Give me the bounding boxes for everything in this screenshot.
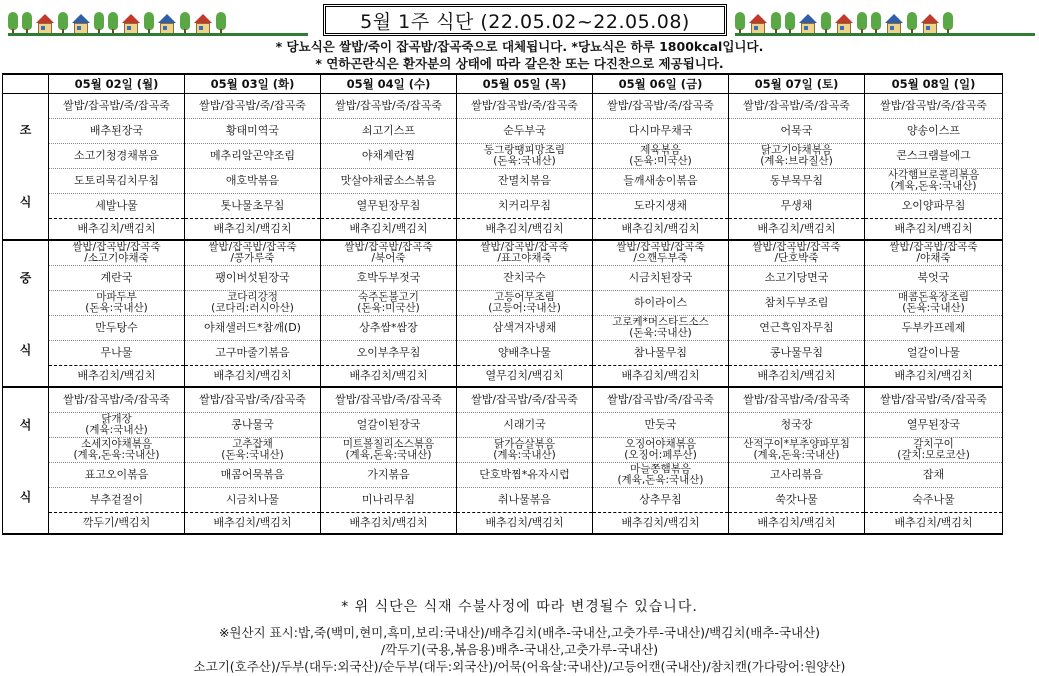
menu-cell-line: (돈육:국내산) — [493, 154, 556, 167]
menu-cell: 콩나물무침 — [729, 340, 865, 365]
menu-cell-line: 마늘쫑햄볶음 — [630, 462, 691, 475]
menu-cell-line: 미트볼칠리소스볶음 — [342, 437, 435, 450]
menu-row — [3, 365, 1003, 387]
day-header: 05월 05일 (목) — [457, 74, 593, 93]
menu-cell: 쌀밥/잡곡밥/죽/잡곡죽 — [865, 93, 1003, 118]
menu-cell: 배추김치/백김치 — [593, 218, 729, 240]
menu-cell-line: 갈치구이 — [913, 437, 954, 450]
menu-cell: 무생채 — [729, 193, 865, 218]
menu-cell: 배추김치/백김치 — [49, 365, 185, 387]
menu-cell-line: 오징어야채볶음 — [624, 437, 696, 450]
menu-cell: 배추김치/백김치 — [865, 218, 1003, 240]
menu-cell-line: (돈육:국내산) — [85, 301, 148, 314]
menu-cell: 쌀밥/잡곡밥/죽/잡곡죽 — [457, 387, 593, 412]
menu-row — [3, 315, 1003, 340]
menu-cell: 배추김치/백김치 — [593, 365, 729, 387]
menu-cell: 황태미역국 — [185, 118, 321, 143]
menu-cell — [593, 315, 729, 340]
menu-cell: 열무김치/백김치 — [457, 365, 593, 387]
menu-cell — [457, 143, 593, 168]
menu-cell: 맛살야채굴소스볶음 — [321, 168, 457, 193]
menu-cell: 가지볶음 — [321, 462, 457, 487]
menu-cell: 상추무침 — [593, 487, 729, 512]
menu-cell-line: /소고기야채죽 — [84, 251, 149, 264]
menu-cell: 잡채 — [865, 462, 1003, 487]
menu-cell — [457, 240, 593, 265]
menu-cell: 배추김치/백김치 — [729, 218, 865, 240]
menu-cell: 쌀밥/잡곡밥/죽/잡곡죽 — [185, 387, 321, 412]
menu-cell: 다시마무채국 — [593, 118, 729, 143]
menu-cell-line: 쌀밥/잡곡밥/잡곡죽 — [616, 240, 705, 253]
menu-cell: 야채샐러드*참깨(D) — [185, 315, 321, 340]
menu-cell: 무나물 — [49, 340, 185, 365]
meal-label-bottom: 식 — [19, 342, 32, 357]
menu-row — [3, 193, 1003, 218]
origin-line: /깍두기(국용,볶음용)배추-국내산,고춧가루-국내산) — [380, 642, 659, 657]
menu-cell-line: /북어죽 — [371, 251, 406, 264]
menu-cell-line: 닭가슴살볶음 — [494, 437, 555, 450]
menu-row — [3, 387, 1003, 412]
menu-cell: 도토리묵김치무침 — [49, 168, 185, 193]
menu-cell-line: 산적구이*부추양파무침 — [743, 437, 850, 450]
menu-cell: 쌀밥/잡곡밥/죽/잡곡죽 — [729, 93, 865, 118]
meal-label-top: 석 — [19, 417, 32, 432]
menu-cell — [321, 437, 457, 462]
menu-row — [3, 118, 1003, 143]
menu-cell: 쌀밥/잡곡밥/죽/잡곡죽 — [729, 387, 865, 412]
menu-cell-line: (돈육:국내산) — [902, 301, 965, 314]
page-title: 5월 1주 식단 (22.05.02~22.05.08) — [323, 4, 727, 36]
menu-cell-line: /으깬두부죽 — [633, 251, 688, 264]
menu-cell: 양배추나물 — [457, 340, 593, 365]
menu-cell-line: 고등어무조림 — [494, 290, 555, 303]
menu-cell: 양송이스프 — [865, 118, 1003, 143]
menu-cell-line: (계육:국내산) — [493, 448, 556, 461]
menu-cell: 고사리볶음 — [729, 462, 865, 487]
meal-label-bottom: 식 — [19, 489, 32, 504]
menu-cell: 배추김치/백김치 — [321, 365, 457, 387]
menu-cell: 어묵국 — [729, 118, 865, 143]
menu-cell — [49, 240, 185, 265]
ground-line — [735, 33, 1035, 36]
menu-cell: 오이양파무침 — [865, 193, 1003, 218]
menu-cell: 쌀밥/잡곡밥/죽/잡곡죽 — [865, 387, 1003, 412]
menu-cell — [729, 240, 865, 265]
menu-row — [3, 218, 1003, 240]
menu-cell-line: (돈육:국내산) — [221, 448, 284, 461]
menu-cell-line: 사각햄브로콜리볶음 — [887, 168, 980, 181]
menu-cell: 청국장 — [729, 412, 865, 437]
menu-cell: 계란국 — [49, 265, 185, 290]
menu-cell-line: 소세지야채볶음 — [80, 437, 152, 450]
menu-cell-line: 매콤돈육장조림 — [897, 290, 969, 303]
decorative-houses-left — [8, 4, 308, 36]
menu-cell-line: 동그랑땡피망조림 — [483, 143, 566, 156]
origin-info — [0, 624, 1039, 675]
menu-cell: 참나물무침 — [593, 340, 729, 365]
menu-cell: 만둣국 — [593, 412, 729, 437]
menu-cell — [865, 437, 1003, 462]
menu-cell-line: /콩가루죽 — [230, 251, 275, 264]
weekly-menu-table — [2, 73, 1003, 535]
menu-cell: 시금치나물 — [185, 487, 321, 512]
menu-cell-line: 고추잡채 — [232, 437, 273, 450]
note-line: * 연하곤란식은 환자분의 상태에 따라 갈은찬 또는 다진찬으로 제공됩니다. — [315, 56, 724, 71]
origin-line: 소고기(호주산)/두부(대두:외국산)/순두부(대두:외국산)/어묵(어육살:국내산)/고등어캔(국내산)/참치캔(가다랑어:원양산) — [193, 659, 846, 674]
menu-cell: 배추김치/백김치 — [865, 512, 1003, 534]
menu-cell: 애호박볶음 — [185, 168, 321, 193]
menu-cell: 하이라이스 — [593, 290, 729, 315]
menu-cell: 만두탕수 — [49, 315, 185, 340]
menu-cell-line: 닭개장 — [101, 412, 132, 425]
menu-cell-line: (갈치:모로코산) — [897, 448, 970, 461]
menu-cell: 두부카프레제 — [865, 315, 1003, 340]
menu-row — [3, 340, 1003, 365]
menu-cell — [593, 143, 729, 168]
menu-cell-line: 코다리강정 — [227, 290, 278, 303]
menu-row — [3, 168, 1003, 193]
menu-cell-line: 쌀밥/잡곡밥/잡곡죽 — [208, 240, 297, 253]
menu-cell: 상추쌈*쌈장 — [321, 315, 457, 340]
day-header: 05월 08일 (일) — [865, 74, 1003, 93]
menu-cell-line: 쌀밥/잡곡밥/잡곡죽 — [889, 240, 978, 253]
menu-cell: 배추김치/백김치 — [49, 218, 185, 240]
menu-cell-line: /단호박죽 — [774, 251, 819, 264]
menu-cell: 오이부추무침 — [321, 340, 457, 365]
menu-cell: 메추리알곤약조림 — [185, 143, 321, 168]
menu-cell: 배추김치/백김치 — [593, 512, 729, 534]
menu-cell: 들깨새송이볶음 — [593, 168, 729, 193]
menu-cell: 부추겉절이 — [49, 487, 185, 512]
menu-cell-line: 쌀밥/잡곡밥/잡곡죽 — [344, 240, 433, 253]
day-header: 05월 04일 (수) — [321, 74, 457, 93]
menu-cell — [865, 168, 1003, 193]
menu-cell: 호박두부젓국 — [321, 265, 457, 290]
menu-cell: 숙주나물 — [865, 487, 1003, 512]
decorative-houses-right — [735, 4, 1035, 36]
menu-cell — [593, 437, 729, 462]
day-header: 05월 06일 (금) — [593, 74, 729, 93]
menu-cell — [729, 143, 865, 168]
menu-cell-line: /표고야채죽 — [497, 251, 552, 264]
menu-cell — [865, 290, 1003, 315]
day-header: 05월 07일 (토) — [729, 74, 865, 93]
menu-cell-line: (계육,돈육:국내산) — [753, 448, 840, 461]
day-header: 05월 03일 (화) — [185, 74, 321, 93]
menu-cell: 배추김치/백김치 — [321, 512, 457, 534]
menu-cell: 참치두부조림 — [729, 290, 865, 315]
menu-cell — [457, 290, 593, 315]
diet-notes — [0, 38, 1039, 72]
menu-cell: 치커리무침 — [457, 193, 593, 218]
menu-cell: 얼갈이된장국 — [321, 412, 457, 437]
menu-cell: 톳나물초무침 — [185, 193, 321, 218]
menu-row — [3, 437, 1003, 462]
menu-cell: 쑥갓나물 — [729, 487, 865, 512]
menu-cell — [49, 290, 185, 315]
menu-cell-line: (코다리:러시아산) — [211, 301, 294, 314]
menu-cell: 배추김치/백김치 — [185, 512, 321, 534]
menu-cell: 도라지생채 — [593, 193, 729, 218]
menu-cell: 배추김치/백김치 — [729, 512, 865, 534]
menu-row — [3, 487, 1003, 512]
menu-cell-line: (계육,돈육:국내산) — [617, 473, 704, 486]
menu-cell: 쌀밥/잡곡밥/죽/잡곡죽 — [185, 93, 321, 118]
menu-cell-line: /야채죽 — [916, 251, 951, 264]
menu-cell: 미나리무침 — [321, 487, 457, 512]
menu-cell — [185, 437, 321, 462]
menu-cell: 잔치국수 — [457, 265, 593, 290]
menu-cell-line: 쌀밥/잡곡밥/잡곡죽 — [752, 240, 841, 253]
menu-cell: 시금치된장국 — [593, 265, 729, 290]
menu-cell: 배추김치/백김치 — [321, 218, 457, 240]
origin-line: ※원산지 표시:밥,죽(백미,현미,흑미,보리:국내산)/배추김치(배추-국내산,고춧가루-국내산)/백김치(배추-국내산) — [218, 625, 821, 640]
menu-cell: 쌀밥/잡곡밥/죽/잡곡죽 — [49, 387, 185, 412]
menu-cell — [49, 437, 185, 462]
menu-cell-line: (계육,돈육:국내산) — [73, 448, 160, 461]
menu-row — [3, 462, 1003, 487]
menu-cell: 얼갈이나물 — [865, 340, 1003, 365]
menu-cell: 동부묵무침 — [729, 168, 865, 193]
day-header: 05월 02일 (월) — [49, 74, 185, 93]
menu-cell: 소고기청경채볶음 — [49, 143, 185, 168]
menu-cell: 연근흑임자무침 — [729, 315, 865, 340]
menu-cell-line: 닭고기야채볶음 — [760, 143, 832, 156]
menu-cell-line: (돈육:미국산) — [357, 301, 420, 314]
menu-cell-line: 고로케*머스타드소스 — [612, 315, 709, 328]
menu-cell: 배추김치/백김치 — [185, 218, 321, 240]
menu-cell: 취나물볶음 — [457, 487, 593, 512]
menu-cell: 열무된장무침 — [321, 193, 457, 218]
menu-cell — [729, 437, 865, 462]
menu-cell-line: 마파두부 — [96, 290, 137, 303]
change-notice: * 위 식단은 식재 수불사정에 따라 변경될수 있습니다. — [341, 599, 698, 615]
menu-cell: 열무된장국 — [865, 412, 1003, 437]
menu-cell: 세발나물 — [49, 193, 185, 218]
menu-cell — [321, 290, 457, 315]
menu-cell: 배추김치/백김치 — [729, 365, 865, 387]
menu-row — [3, 290, 1003, 315]
menu-cell-line: (계육:브라질산) — [760, 154, 833, 167]
menu-cell: 순두부국 — [457, 118, 593, 143]
meal-label — [3, 93, 49, 240]
meal-label-top: 조 — [19, 123, 32, 138]
corner-cell — [3, 74, 49, 93]
menu-cell-line: (고등어:국내산) — [488, 301, 561, 314]
menu-cell: 쇠고기스프 — [321, 118, 457, 143]
menu-cell-line: 쌀밥/잡곡밥/잡곡죽 — [480, 240, 569, 253]
menu-cell-line: (계육:국내산) — [85, 423, 148, 436]
menu-row — [3, 412, 1003, 437]
menu-cell — [593, 462, 729, 487]
menu-cell-line: (계육,돈육:국내산) — [890, 179, 977, 192]
meal-label — [3, 240, 49, 387]
menu-cell: 배추김치/백김치 — [185, 365, 321, 387]
menu-cell — [865, 240, 1003, 265]
menu-cell — [457, 437, 593, 462]
menu-cell-line: (오징어:페루산) — [624, 448, 697, 461]
menu-row — [3, 240, 1003, 265]
header-banner — [0, 0, 1039, 40]
menu-cell: 배추김치/백김치 — [457, 512, 593, 534]
menu-cell — [185, 240, 321, 265]
menu-cell: 북엇국 — [865, 265, 1003, 290]
menu-cell-line: (돈육:국내산) — [629, 326, 692, 339]
menu-cell-line: (계육,돈육:국내산) — [345, 448, 432, 461]
menu-cell: 배추김치/백김치 — [865, 365, 1003, 387]
menu-cell: 쌀밥/잡곡밥/죽/잡곡죽 — [321, 93, 457, 118]
menu-cell — [49, 412, 185, 437]
menu-cell: 시래기국 — [457, 412, 593, 437]
meal-label-top: 중 — [19, 270, 32, 285]
menu-cell: 배추김치/백김치 — [457, 218, 593, 240]
menu-cell: 콘스크램블에그 — [865, 143, 1003, 168]
menu-cell: 잔멸치볶음 — [457, 168, 593, 193]
menu-cell: 깍두기/백김치 — [49, 512, 185, 534]
menu-cell-line: 숙주돈불고기 — [358, 290, 419, 303]
menu-cell: 쌀밥/잡곡밥/죽/잡곡죽 — [49, 93, 185, 118]
menu-cell: 고구마줄기볶음 — [185, 340, 321, 365]
menu-cell: 쌀밥/잡곡밥/죽/잡곡죽 — [593, 387, 729, 412]
menu-cell: 야채계란찜 — [321, 143, 457, 168]
menu-cell: 배추된장국 — [49, 118, 185, 143]
ground-line — [8, 33, 308, 36]
menu-cell — [321, 240, 457, 265]
meal-label — [3, 387, 49, 534]
menu-cell: 콩나물국 — [185, 412, 321, 437]
menu-cell: 표고오이볶음 — [49, 462, 185, 487]
menu-cell: 쌀밥/잡곡밥/죽/잡곡죽 — [321, 387, 457, 412]
menu-cell — [185, 290, 321, 315]
menu-row — [3, 143, 1003, 168]
menu-cell-line: 제육볶음 — [640, 143, 681, 156]
menu-cell: 매콤어묵볶음 — [185, 462, 321, 487]
menu-cell-line: 쌀밥/잡곡밥/잡곡죽 — [72, 240, 161, 253]
menu-cell: 소고기당면국 — [729, 265, 865, 290]
menu-cell: 쌀밥/잡곡밥/죽/잡곡죽 — [593, 93, 729, 118]
menu-cell: 쌀밥/잡곡밥/죽/잡곡죽 — [457, 93, 593, 118]
menu-row — [3, 93, 1003, 118]
menu-row — [3, 265, 1003, 290]
meal-label-bottom: 식 — [19, 195, 32, 210]
menu-cell: 단호박찜*유자시럽 — [457, 462, 593, 487]
menu-cell: 팽이버섯된장국 — [185, 265, 321, 290]
day-header-row — [3, 74, 1003, 93]
menu-cell — [593, 240, 729, 265]
note-line: * 당뇨식은 쌀밥/죽이 잡곡밥/잡곡죽으로 대체됩니다. *당뇨식은 하루 1800kcal입니다. — [275, 39, 764, 54]
menu-cell: 삼색겨자냉채 — [457, 315, 593, 340]
menu-row — [3, 512, 1003, 534]
menu-cell-line: (돈육:미국산) — [629, 154, 692, 167]
